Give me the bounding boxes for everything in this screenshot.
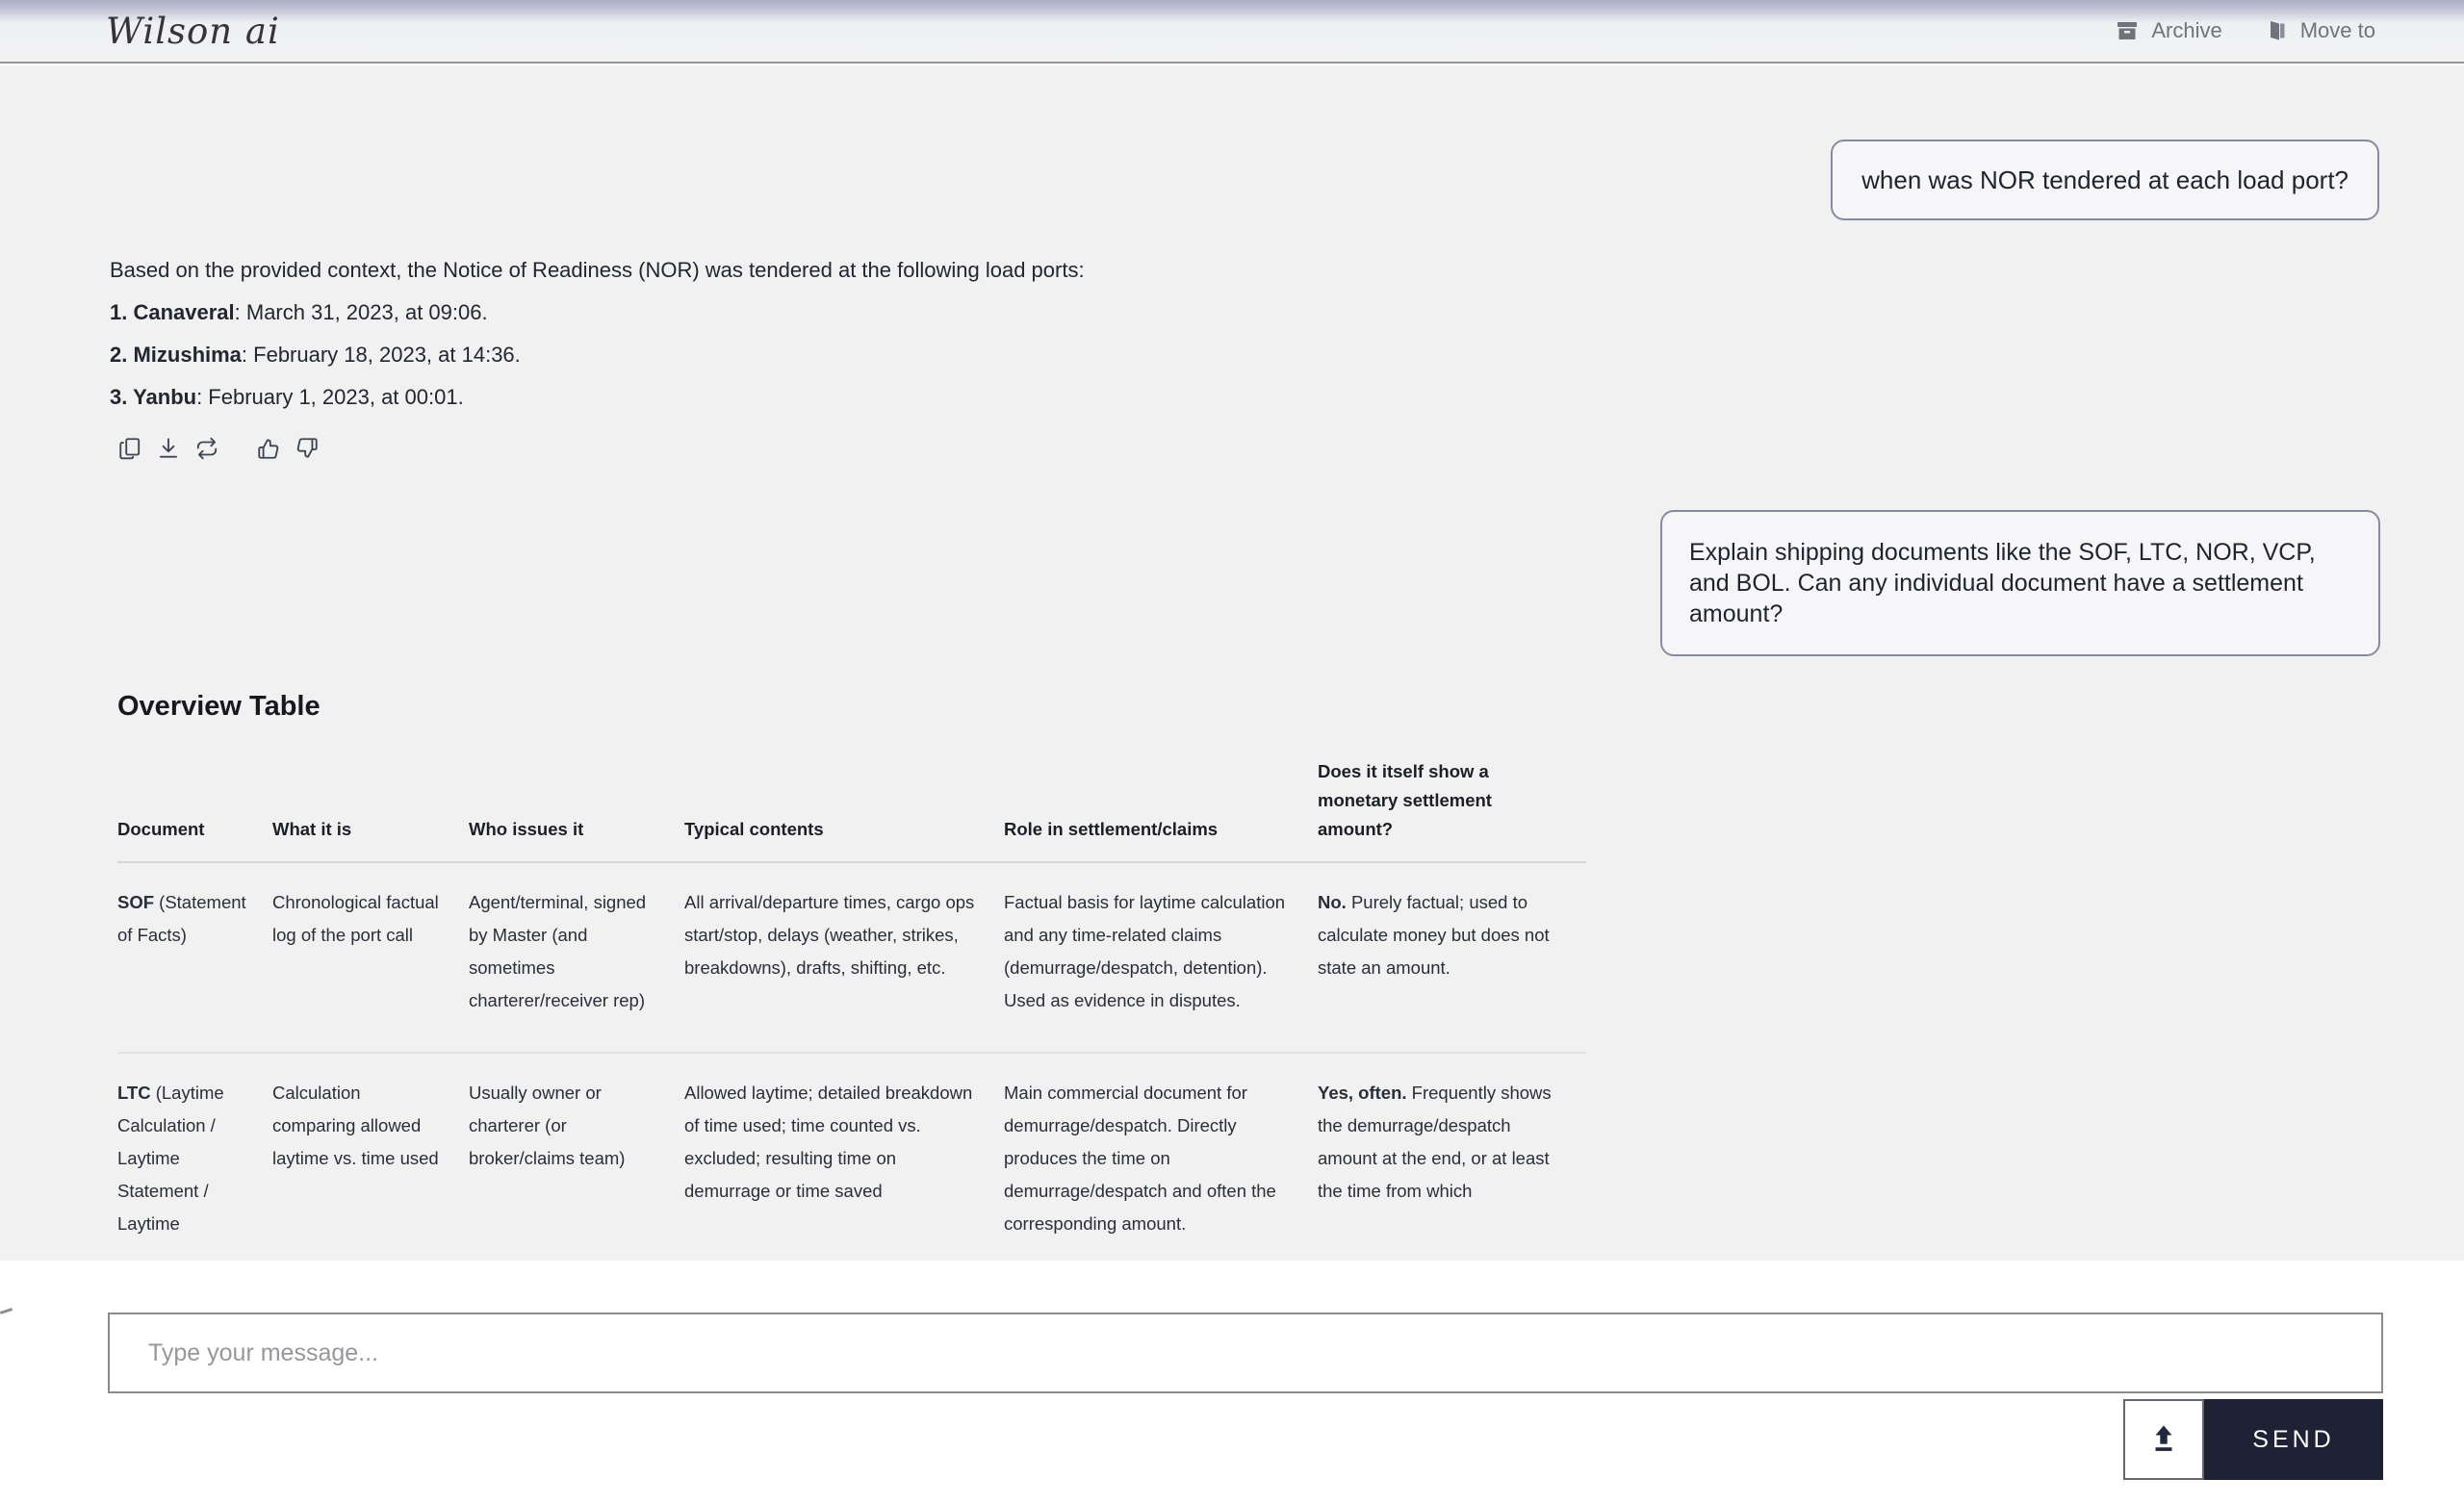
chat-scroll-area[interactable] — [0, 65, 2464, 1261]
archive-button[interactable] — [2116, 18, 2221, 43]
move-to-button[interactable] — [2267, 18, 2375, 43]
thumbs-up-icon[interactable] — [254, 434, 283, 463]
response-intro: Based on the provided context, the Notice of Readiness (NOR) was tendered at the following load ports: — [110, 258, 1085, 282]
send-button[interactable]: SEND — [2204, 1399, 2383, 1480]
port-item: 2. Mizushima: February 18, 2023, at 14:36. — [110, 343, 521, 367]
move-to-label: Move to — [2299, 18, 2375, 42]
cell-document: SOF (Statement of Facts) — [117, 892, 246, 945]
assistant-response — [110, 256, 1085, 412]
column-header: Who issues it — [469, 819, 584, 839]
move-to-icon — [2267, 19, 2288, 42]
port-item: 3. Yanbu: February 1, 2023, at 00:01. — [110, 385, 464, 409]
overview-table-title: Overview Table — [117, 691, 321, 722]
cell-who-issues: Usually owner or charterer (or broker/claims team) — [469, 1083, 626, 1168]
column-header: Document — [117, 819, 205, 839]
edge-tick — [0, 1308, 13, 1314]
cell-typical-contents: Allowed laytime; detailed breakdown of time used; time counted vs. excluded; resulting time on demurrage or time saved — [684, 1083, 973, 1201]
upload-button[interactable] — [2123, 1399, 2204, 1480]
app-header — [0, 0, 2464, 64]
cell-what-it-is: Calculation comparing allowed laytime vs. time used — [272, 1083, 439, 1168]
user-message-text: when was NOR tendered at each load port? — [1861, 165, 2348, 194]
column-header: Typical contents — [684, 819, 824, 839]
table-row — [117, 862, 1586, 1053]
download-icon[interactable] — [154, 434, 183, 463]
table-row — [117, 1053, 1586, 1261]
overview-table-section — [117, 691, 1590, 1261]
archive-icon — [2116, 19, 2139, 42]
column-header: Does it itself show a monetary settlement amount? — [1318, 761, 1492, 839]
table-header-row — [117, 757, 1586, 862]
cell-typical-contents: All arrival/departure times, cargo ops start/stop, delays (weather, strikes, breakdowns), drafts, shifting, etc. — [684, 892, 975, 978]
app-logo: Wilson ai — [106, 10, 280, 52]
user-message-text: Explain shipping documents like the SOF, LTC, NOR, VCP, and BOL. Can any individual document have a settlement amount? — [1689, 539, 2316, 627]
port-item: 1. Canaveral: March 31, 2023, at 09:06. — [110, 300, 488, 324]
cell-role: Factual basis for laytime calculation and any time-related claims (demurrage/despatch, detention). Used as evidence in disputes. — [1004, 892, 1286, 1010]
column-header: Role in settlement/claims — [1004, 819, 1219, 839]
cell-what-it-is: Chronological factual log of the port call — [272, 892, 439, 945]
cell-role: Main commercial document for demurrage/despatch. Directly produces the time on demurrage/despatch and often the corresponding amount. — [1004, 1083, 1276, 1234]
column-header: What it is — [272, 819, 352, 839]
cell-who-issues: Agent/terminal, signed by Master (and sometimes charterer/receiver rep) — [469, 892, 647, 1010]
regenerate-icon[interactable] — [192, 434, 221, 463]
user-message-bubble — [1831, 140, 2379, 220]
archive-label: Archive — [2151, 18, 2222, 42]
cell-amount: No. Purely factual; used to calculate money but does not state an amount. — [1318, 892, 1550, 978]
response-actions — [116, 434, 321, 463]
thumbs-down-icon[interactable] — [293, 434, 321, 463]
overview-table — [117, 757, 1586, 1261]
cell-document: LTC (Laytime Calculation / Laytime Statement / Laytime — [117, 1083, 224, 1234]
copy-icon[interactable] — [116, 434, 144, 463]
upload-icon — [2147, 1422, 2180, 1458]
message-input[interactable] — [108, 1313, 2383, 1393]
header-actions — [2116, 18, 2375, 43]
user-message-bubble — [1660, 510, 2380, 656]
cell-amount: Yes, often. Frequently shows the demurrage/despatch amount at the end, or at least the time from which — [1318, 1083, 1552, 1201]
